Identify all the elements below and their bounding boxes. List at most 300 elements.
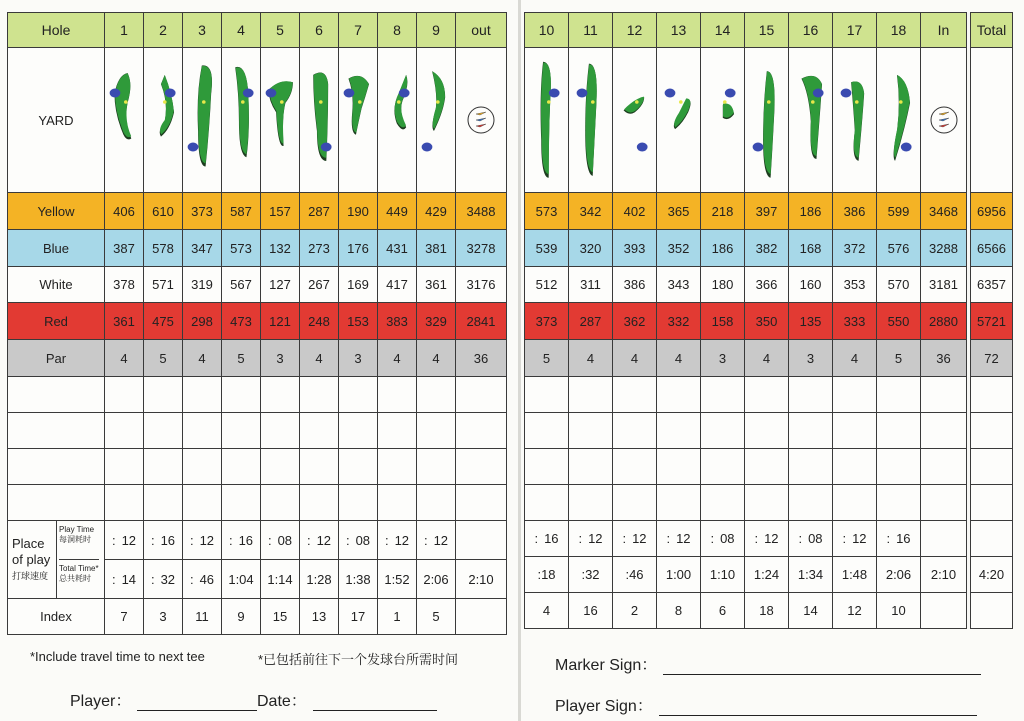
yardage-cell: 3 [339, 340, 378, 377]
index-cell: 7 [105, 599, 144, 635]
player-label: Player： [70, 693, 132, 710]
yardage-cell: 4 [417, 340, 456, 377]
travel-time-note: *Include travel time to next tee [30, 649, 205, 664]
score-entry-cell[interactable] [921, 377, 967, 413]
back-hole-layout-icon-13 [661, 56, 697, 184]
hole-layout-cell [789, 48, 833, 193]
play-time-value: 16 [238, 532, 254, 548]
yardage-cell: 3278 [456, 230, 507, 267]
yardage-cell: 5721 [971, 303, 1013, 340]
yardage-cell: 3468 [921, 193, 967, 230]
total-time-value: 1:52 [384, 571, 410, 587]
score-entry-cell[interactable] [8, 377, 105, 413]
score-entry-cell[interactable] [833, 449, 877, 485]
yardage-cell: 573 [525, 193, 569, 230]
score-entry-cell[interactable] [971, 377, 1013, 413]
total-time-value: 14 [121, 571, 137, 587]
travel-time-note-cn: *已包括前往下一个发球台所需时间 [258, 652, 459, 667]
yardage-cell: 382 [745, 230, 789, 267]
back-hole-layout-icon-11 [573, 56, 609, 184]
total-time-value: 1:28 [306, 571, 332, 587]
score-entry-cell[interactable] [378, 377, 417, 413]
yardage-cell: 267 [300, 267, 339, 303]
score-entry-cell[interactable] [877, 377, 921, 413]
yardage-cell: 319 [183, 267, 222, 303]
yardage-cell: 3488 [456, 193, 507, 230]
yardage-cell: 342 [569, 193, 613, 230]
total-time-cell: 1:34 [789, 557, 833, 593]
index-row [8, 599, 507, 635]
player-sign-label: Player Sign： [555, 698, 653, 715]
score-entry-cell[interactable] [833, 377, 877, 413]
yardage-cell: 180 [701, 267, 745, 303]
total-time-cell: :18 [525, 557, 569, 593]
score-entry-cell[interactable] [261, 377, 300, 413]
score-entry-cell[interactable] [745, 485, 789, 521]
row-label: Yellow [8, 193, 105, 230]
score-entry-cell[interactable] [300, 377, 339, 413]
score-entry-cell[interactable] [456, 449, 507, 485]
yardage-cell: 587 [222, 193, 261, 230]
total-time-cell [183, 560, 222, 599]
hole-number-cell: out [456, 13, 507, 48]
index-cell: 8 [657, 593, 701, 629]
play-time-cell [144, 521, 183, 560]
back-hole-layout-icon-12 [617, 56, 653, 184]
score-entry-cell[interactable] [183, 377, 222, 413]
marker-sign-label: Marker Sign： [555, 657, 658, 674]
player-input-line[interactable] [137, 709, 257, 711]
back-hole-layout-icon-16 [793, 56, 829, 184]
front-hole-layout-icon-1 [106, 56, 142, 184]
hole-number-row [8, 13, 507, 48]
index-cell: 15 [261, 599, 300, 635]
yardage-cell: 248 [300, 303, 339, 340]
score-entry-row [8, 449, 507, 485]
play-time-cell [657, 521, 701, 557]
play-time-label-cn: 每洞耗时 [59, 535, 91, 544]
yardage-cell: 4 [183, 340, 222, 377]
yardage-cell: 5 [144, 340, 183, 377]
yardage-cell: 550 [877, 303, 921, 340]
par-row [525, 340, 1013, 377]
row-label: Par [8, 340, 105, 377]
index-cell: 4 [525, 593, 569, 629]
score-entry-cell[interactable] [921, 485, 967, 521]
yardage-cell: 169 [339, 267, 378, 303]
yardage-cell: 2880 [921, 303, 967, 340]
score-entry-cell[interactable] [417, 413, 456, 449]
play-time-cell [339, 521, 378, 560]
index-cell: 14 [789, 593, 833, 629]
yardage-cell: 393 [613, 230, 657, 267]
yardage-cell: 273 [300, 230, 339, 267]
score-entry-cell[interactable] [105, 413, 144, 449]
score-entry-cell[interactable] [525, 449, 569, 485]
score-entry-cell[interactable] [745, 449, 789, 485]
score-entry-cell[interactable] [8, 413, 105, 449]
front-hole-layout-icon-2 [145, 56, 181, 184]
front-nine-table [7, 12, 507, 635]
yardage-cell: 3181 [921, 267, 967, 303]
hole-header-label: Hole [8, 13, 105, 48]
index-out-cell [456, 599, 507, 635]
index-cell: 5 [417, 599, 456, 635]
colon-mark: : [150, 532, 155, 548]
yardage-cell: 5 [222, 340, 261, 377]
colon-mark: : [267, 532, 272, 548]
score-entry-cell[interactable] [971, 485, 1013, 521]
play-time-cell [701, 521, 745, 557]
index-cell: 12 [833, 593, 877, 629]
score-entry-cell[interactable] [921, 449, 967, 485]
index-cell: 11 [183, 599, 222, 635]
score-entry-cell[interactable] [183, 485, 222, 521]
score-entry-cell[interactable] [300, 485, 339, 521]
score-entry-cell[interactable] [144, 485, 183, 521]
yardage-cell: 599 [877, 193, 921, 230]
score-entry-cell[interactable] [569, 377, 613, 413]
white-tee-row [525, 267, 1013, 303]
player-field[interactable] [70, 688, 257, 711]
yardage-cell: 387 [105, 230, 144, 267]
play-time-cell [300, 521, 339, 560]
play-time-value: 12 [316, 532, 332, 548]
play-time-value: 12 [394, 532, 410, 548]
score-entry-cell[interactable] [971, 413, 1013, 449]
score-entry-cell[interactable] [378, 413, 417, 449]
total-time-value: 32 [160, 571, 176, 587]
score-entry-cell[interactable] [613, 377, 657, 413]
yardage-cell: 3 [261, 340, 300, 377]
yardage-cell: 386 [613, 267, 657, 303]
colon-mark: : [886, 531, 891, 546]
yardage-cell: 320 [569, 230, 613, 267]
yardage-cell: 570 [877, 267, 921, 303]
score-entry-cell[interactable] [456, 413, 507, 449]
yardage-cell: 72 [971, 340, 1013, 377]
yardage-cell: 298 [183, 303, 222, 340]
red-tee-row [525, 303, 1013, 340]
play-time-value: 12 [199, 532, 215, 548]
marker-sign-field[interactable] [555, 652, 981, 675]
yardage-cell: 4 [657, 340, 701, 377]
score-entry-cell[interactable] [525, 485, 569, 521]
total-time-cell: :32 [569, 557, 613, 593]
score-entry-cell[interactable] [144, 449, 183, 485]
score-entry-cell[interactable] [525, 377, 569, 413]
colon-mark: : [111, 532, 116, 548]
colon-mark: : [384, 532, 389, 548]
total-time-cell: 4:20 [971, 557, 1013, 593]
hole-number-cell: 13 [657, 13, 701, 48]
score-entry-cell[interactable] [657, 413, 701, 449]
score-entry-cell[interactable] [222, 449, 261, 485]
total-time-cell: 2:06 [877, 557, 921, 593]
player-sign-line[interactable] [659, 714, 977, 716]
yardage-cell: 3 [789, 340, 833, 377]
score-entry-cell[interactable] [378, 449, 417, 485]
play-time-value: 16 [160, 532, 176, 548]
hole-number-cell: 16 [789, 13, 833, 48]
index-cell: 17 [339, 599, 378, 635]
score-entry-cell[interactable] [745, 413, 789, 449]
hole-number-cell: 1 [105, 13, 144, 48]
total-time-cell [456, 560, 507, 599]
score-entry-cell[interactable] [378, 485, 417, 521]
yardage-cell: 186 [789, 193, 833, 230]
yardage-cell: 431 [378, 230, 417, 267]
score-entry-cell[interactable] [339, 413, 378, 449]
score-entry-cell[interactable] [877, 449, 921, 485]
index-cell: 6 [701, 593, 745, 629]
score-entry-cell[interactable] [833, 413, 877, 449]
yardage-cell: 311 [569, 267, 613, 303]
yardage-cell: 6357 [971, 267, 1013, 303]
score-entry-cell[interactable] [971, 449, 1013, 485]
score-entry-cell[interactable] [745, 377, 789, 413]
yardage-cell: 353 [833, 267, 877, 303]
index-cell: 1 [378, 599, 417, 635]
score-entry-cell[interactable] [525, 413, 569, 449]
score-entry-row [8, 485, 507, 521]
play-time-out-cell [456, 521, 507, 560]
index-total-cell [971, 593, 1013, 629]
score-entry-cell[interactable] [144, 377, 183, 413]
yardage-cell: 4 [745, 340, 789, 377]
score-entry-cell[interactable] [701, 485, 745, 521]
score-entry-cell[interactable] [183, 449, 222, 485]
score-entry-cell[interactable] [105, 485, 144, 521]
colon-mark: : [842, 531, 847, 546]
score-entry-cell[interactable] [105, 449, 144, 485]
score-entry-cell[interactable] [877, 413, 921, 449]
score-entry-cell[interactable] [456, 377, 507, 413]
score-entry-cell[interactable] [569, 413, 613, 449]
play-time-cell [525, 521, 569, 557]
score-entry-cell[interactable] [300, 449, 339, 485]
yardage-cell: 3288 [921, 230, 967, 267]
hole-layout-cell [745, 48, 789, 193]
yardage-cell: 6566 [971, 230, 1013, 267]
score-entry-cell[interactable] [877, 485, 921, 521]
date-field[interactable] [257, 688, 437, 711]
play-time-value: 08 [808, 531, 823, 546]
total-time-cell [261, 560, 300, 599]
index-cell: 13 [300, 599, 339, 635]
score-entry-cell[interactable] [789, 377, 833, 413]
play-time-value: 12 [121, 532, 137, 548]
index-in-cell [921, 593, 967, 629]
tee-legend-cell [921, 48, 967, 193]
score-entry-cell[interactable] [417, 377, 456, 413]
yardage-cell: 135 [789, 303, 833, 340]
yardage-cell: 573 [222, 230, 261, 267]
colon-mark: : [306, 532, 311, 548]
hole-layout-cell [300, 48, 339, 193]
play-time-value: 08 [277, 532, 293, 548]
total-time-value: 2:10 [468, 571, 494, 587]
back-nine-page [521, 0, 1024, 721]
score-entry-cell[interactable] [569, 449, 613, 485]
score-entry-cell[interactable] [8, 449, 105, 485]
hole-layout-cell [105, 48, 144, 193]
row-label: Red [8, 303, 105, 340]
red-tee-row [8, 303, 507, 340]
yardage-cell: 578 [144, 230, 183, 267]
colon-mark: : [534, 531, 539, 546]
index-cell: 10 [877, 593, 921, 629]
score-entry-cell[interactable] [833, 485, 877, 521]
hole-number-cell: 17 [833, 13, 877, 48]
yardage-cell: 158 [701, 303, 745, 340]
total-time-cell [300, 560, 339, 599]
colon-mark: : [189, 571, 194, 587]
score-entry-cell[interactable] [613, 413, 657, 449]
colon-mark: : [189, 532, 194, 548]
yardage-cell: 332 [657, 303, 701, 340]
hole-number-cell: 11 [569, 13, 613, 48]
play-time-cell [833, 521, 877, 557]
total-layout-cell [971, 48, 1013, 193]
yardage-cell: 186 [701, 230, 745, 267]
play-time-row [525, 521, 1013, 557]
score-entry-cell[interactable] [300, 413, 339, 449]
score-entry-cell[interactable] [417, 449, 456, 485]
score-entry-cell[interactable] [789, 485, 833, 521]
yardage-cell: 352 [657, 230, 701, 267]
yardage-cell: 475 [144, 303, 183, 340]
hole-layout-cell [833, 48, 877, 193]
score-entry-cell[interactable] [183, 413, 222, 449]
score-entry-cell[interactable] [789, 449, 833, 485]
play-time-total-cell [971, 521, 1013, 557]
score-entry-cell[interactable] [417, 485, 456, 521]
score-entry-cell[interactable] [261, 413, 300, 449]
play-time-value: 16 [896, 531, 911, 546]
hole-layout-cell [183, 48, 222, 193]
hole-number-cell: 6 [300, 13, 339, 48]
play-time-value: 08 [720, 531, 735, 546]
yardage-cell: 397 [745, 193, 789, 230]
yard-layout-row [8, 48, 507, 193]
colon-mark: : [578, 531, 583, 546]
score-entry-cell[interactable] [339, 485, 378, 521]
total-time-cell: 1:00 [657, 557, 701, 593]
score-entry-cell[interactable] [222, 413, 261, 449]
score-entry-row [8, 377, 507, 413]
yardage-cell: 121 [261, 303, 300, 340]
yardage-cell: 372 [833, 230, 877, 267]
player-sign-field[interactable] [555, 693, 977, 716]
tee-legend-cell [456, 48, 507, 193]
index-cell: 2 [613, 593, 657, 629]
score-entry-cell[interactable] [569, 485, 613, 521]
yardage-cell: 329 [417, 303, 456, 340]
score-entry-cell[interactable] [222, 377, 261, 413]
hole-number-cell: 2 [144, 13, 183, 48]
yardage-cell: 4 [105, 340, 144, 377]
total-time-cell: 1:48 [833, 557, 877, 593]
score-entry-cell[interactable] [657, 377, 701, 413]
back-hole-layout-icon-10 [529, 56, 565, 184]
date-input-line[interactable] [313, 709, 437, 711]
play-time-cell [789, 521, 833, 557]
play-time-cell [222, 521, 261, 560]
score-entry-cell[interactable] [701, 377, 745, 413]
score-entry-cell[interactable] [921, 413, 967, 449]
score-entry-cell[interactable] [789, 413, 833, 449]
front-hole-layout-icon-8 [379, 56, 415, 184]
score-entry-cell[interactable] [657, 449, 701, 485]
score-entry-cell[interactable] [657, 485, 701, 521]
hole-layout-cell [613, 48, 657, 193]
play-time-cell [105, 521, 144, 560]
score-entry-cell[interactable] [613, 449, 657, 485]
score-entry-cell[interactable] [339, 377, 378, 413]
score-entry-cell[interactable] [105, 377, 144, 413]
colon-mark: : [228, 532, 233, 548]
colon-mark: : [798, 531, 803, 546]
score-entry-row [525, 485, 1013, 521]
score-entry-cell[interactable] [701, 449, 745, 485]
hole-layout-cell [144, 48, 183, 193]
score-entry-cell[interactable] [222, 485, 261, 521]
yardage-cell: 218 [701, 193, 745, 230]
hole-number-cell: 4 [222, 13, 261, 48]
date-label: Date： [257, 693, 307, 710]
yardage-cell: 36 [456, 340, 507, 377]
score-entry-cell[interactable] [339, 449, 378, 485]
front-hole-layout-icon-7 [340, 56, 376, 184]
back-hole-layout-icon-17 [837, 56, 873, 184]
score-entry-cell[interactable] [701, 413, 745, 449]
yardage-cell: 4 [833, 340, 877, 377]
yardage-cell: 5 [525, 340, 569, 377]
total-time-value: 1:38 [345, 571, 371, 587]
total-time-cell [378, 560, 417, 599]
score-entry-cell[interactable] [261, 485, 300, 521]
yardage-cell: 406 [105, 193, 144, 230]
hole-layout-cell [877, 48, 921, 193]
yardage-cell: 2841 [456, 303, 507, 340]
yardage-cell: 132 [261, 230, 300, 267]
colon-mark: : [150, 571, 155, 587]
score-entry-cell[interactable] [456, 485, 507, 521]
marker-sign-line[interactable] [663, 673, 981, 675]
play-time-cell [745, 521, 789, 557]
play-time-value: 16 [544, 531, 559, 546]
yardage-cell: 378 [105, 267, 144, 303]
score-entry-cell[interactable] [144, 413, 183, 449]
total-time-value: 46 [199, 571, 215, 587]
yardage-cell: 347 [183, 230, 222, 267]
score-entry-cell[interactable] [613, 485, 657, 521]
white-tee-row [8, 267, 507, 303]
score-entry-cell[interactable] [261, 449, 300, 485]
hole-number-cell: 10 [525, 13, 569, 48]
front-hole-layout-icon-9 [418, 56, 454, 184]
yardage-cell: 127 [261, 267, 300, 303]
score-entry-cell[interactable] [8, 485, 105, 521]
yardage-cell: 402 [613, 193, 657, 230]
colon-mark: : [710, 531, 715, 546]
yardage-cell: 4 [300, 340, 339, 377]
yardage-cell: 381 [417, 230, 456, 267]
score-entry-row [525, 377, 1013, 413]
hole-number-cell: 7 [339, 13, 378, 48]
front-hole-layout-icon-5 [262, 56, 298, 184]
